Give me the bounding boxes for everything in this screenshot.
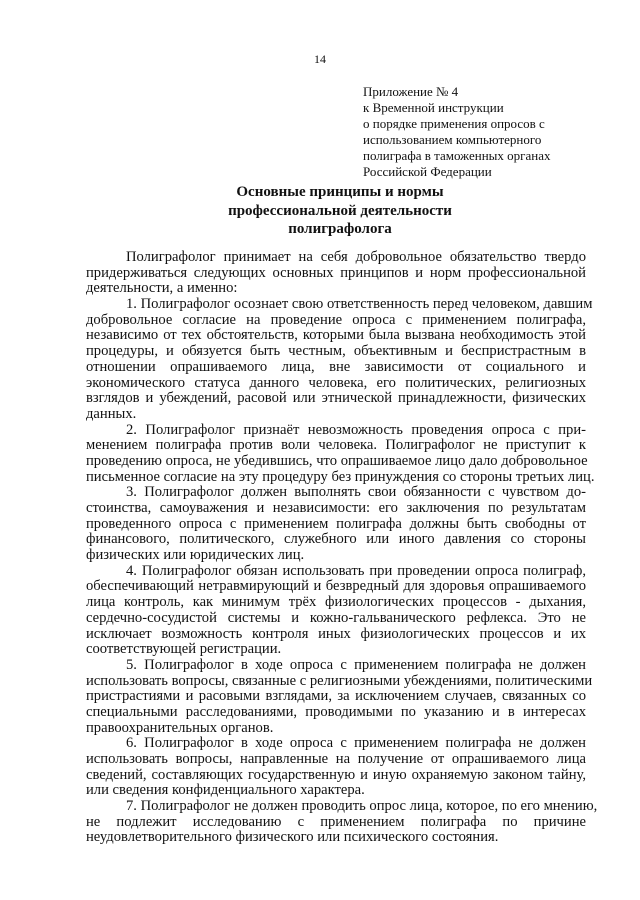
text-line: не подлежит исследованию с применением полиграфа по причине bbox=[86, 813, 586, 830]
text-line: соответствующей регистрации. bbox=[86, 641, 282, 658]
appendix-line: о порядке применения опросов с bbox=[363, 116, 545, 131]
text-line: Полиграфолог принимает на себя добровольное обязательство твердо bbox=[126, 249, 586, 265]
text-line: 3. Полиграфолог должен выполнять свои обязанности с чувством до- bbox=[126, 484, 586, 501]
text-line: данных. bbox=[86, 405, 137, 422]
text-line: исключает возможность контроля иных физиологических процессов и их bbox=[86, 625, 586, 642]
appendix-line: Приложение № 4 bbox=[363, 84, 459, 99]
text-line: независимо от тех обстоятельств, которыми была вызвана необходимость этой bbox=[86, 327, 586, 344]
text-line: лица контроль, как минимум трёх физиологических процессов - дыхания, bbox=[86, 594, 586, 611]
document-title bbox=[0, 183, 640, 239]
principle-item-3 bbox=[86, 485, 586, 563]
text-line: проведению опроса, не убедившись, что опрашиваемое лицо дало добровольное bbox=[86, 452, 588, 469]
text-line: отношении опрашиваемого лица, вне зависимости от социального и bbox=[86, 358, 586, 375]
principle-item-7 bbox=[86, 798, 598, 846]
appendix-line: Российской Федерации bbox=[363, 164, 492, 179]
text-line: 1. Полиграфолог осознает свою ответственность перед человеком, давшим bbox=[126, 296, 593, 313]
principle-item-5 bbox=[86, 656, 593, 736]
appendix-header bbox=[363, 84, 550, 180]
principle-item-2 bbox=[86, 421, 595, 486]
text-line: экономического статуса данного человека, его политических, религиозных bbox=[86, 374, 586, 391]
text-line: 2. Полиграфолог признаёт невозможность проведения опроса с при- bbox=[126, 421, 586, 438]
text-line: правоохранительных органов. bbox=[86, 719, 274, 736]
title-line: полиграфолога bbox=[288, 221, 392, 237]
text-line: сердечно-сосудистой системы и кожно-гальванического рефлекса. Это не bbox=[86, 609, 586, 626]
text-line: взглядов и убеждений, расовой или этнической принадлежности, физических bbox=[86, 390, 586, 407]
title-line: Основные принципы и нормы bbox=[236, 184, 444, 200]
text-line: проведенного опроса с применением полиграфа должны быть свободны от bbox=[86, 515, 586, 532]
principle-item-1 bbox=[86, 296, 593, 423]
text-line: обеспечивающий нетравмирующий и безвредный для здоровья опрашиваемого bbox=[86, 578, 586, 595]
text-line: менением полиграфа против воли человека. Полиграфолог не приступит к bbox=[86, 437, 586, 454]
title-line: профессиональной деятельности bbox=[228, 202, 452, 219]
text-line: специальными расследованиями, проводимыми по указанию и в интересах bbox=[86, 703, 586, 720]
text-line: финансового, политического, служебного или иного давления со стороны bbox=[86, 531, 586, 548]
text-line: 6. Полиграфолог в ходе опроса с применением полиграфа не должен bbox=[126, 735, 586, 752]
text-line: 7. Полиграфолог не должен проводить опрос лица, которое, по его мнению, bbox=[126, 798, 598, 815]
text-line: 4. Полиграфолог обязан использовать при проведении опроса полиграф, bbox=[126, 562, 586, 579]
text-line: стоинства, самоуважения и независимости: его заключения по результатам bbox=[86, 500, 586, 516]
text-line: 5. Полиграфолог в ходе опроса с применением полиграфа не должен bbox=[126, 656, 586, 673]
appendix-line: полиграфа в таможенных органах bbox=[363, 148, 551, 163]
principle-item-6 bbox=[86, 736, 586, 799]
text-line: неудовлетворительного физического или психического состояния. bbox=[86, 829, 499, 846]
page-number: 14 bbox=[314, 52, 326, 66]
text-line: сведений, составляющих государственную и иную охраняемую законом тайну, bbox=[86, 766, 586, 783]
text-line: использовать вопросы, направленные на получение от опрашиваемого лица bbox=[86, 751, 586, 767]
text-line: физических или юридических лиц. bbox=[86, 547, 305, 564]
text-line: письменное согласие на эту процедуру без принуждения со стороны третьих лиц. bbox=[86, 468, 595, 485]
text-line: процедуры, и обязуется быть честным, объективным и беспристрастным в bbox=[86, 343, 586, 360]
principle-item-4 bbox=[86, 564, 586, 658]
text-line: использовать вопросы, связанные с религиозными убеждениями, политическими bbox=[86, 672, 593, 689]
document-body bbox=[86, 249, 598, 846]
text-line: придерживаться следующих основных принципов и норм профессиональной bbox=[86, 264, 586, 281]
text-line: добровольное согласие на проведение опроса с применением полиграфа, bbox=[86, 311, 586, 328]
text-line: или сведения конфиденциального характера. bbox=[86, 782, 365, 799]
appendix-line: к Временной инструкции bbox=[363, 100, 504, 115]
appendix-line: использованием компьютерного bbox=[363, 132, 542, 147]
text-line: пристрастиями и расовыми взглядами, за исключением случаев, связанных со bbox=[86, 688, 586, 705]
intro-paragraph bbox=[86, 250, 586, 297]
text-line: деятельности, а именно: bbox=[86, 280, 238, 297]
